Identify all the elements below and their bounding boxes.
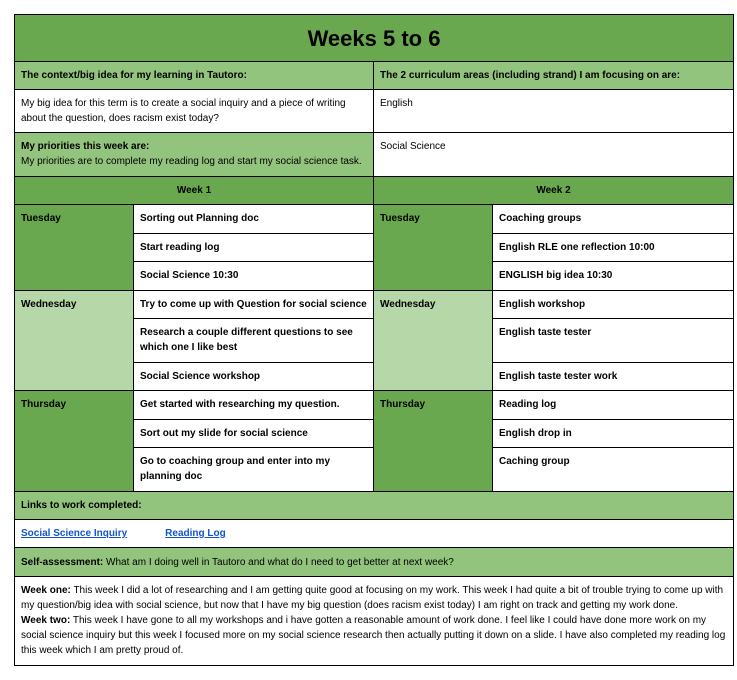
week-1-thursday-task: Get started with researching my question. — [134, 391, 374, 420]
week-1-thursday-task: Sort out my slide for social science — [134, 420, 374, 448]
week-1-wednesday-task: Try to come up with Question for social science — [134, 291, 374, 319]
week-2-wednesday-task: English taste tester work — [493, 363, 734, 391]
week-1-tuesday-task: Sorting out Planning doc — [134, 205, 374, 234]
self-assessment-header — [15, 548, 734, 577]
week-2-tuesday-task: Coaching groups — [493, 205, 734, 234]
priorities-text: My priorities are to complete my reading log and start my social science task. — [21, 156, 362, 167]
week-2-day-tuesday: Tuesday — [374, 205, 493, 291]
week-one-reflection — [21, 583, 727, 613]
week-2-thursday-task: English drop in — [493, 420, 734, 448]
week-2-day-wednesday: Wednesday — [374, 291, 493, 391]
week-1-wednesday-task: Social Science workshop — [134, 363, 374, 391]
self-assessment-body — [15, 577, 734, 666]
week-1-header: Week 1 — [15, 177, 374, 205]
week-2-tuesday-task: ENGLISH big idea 10:30 — [493, 262, 734, 291]
priorities-cell — [15, 133, 374, 177]
week-1-wednesday-task: Research a couple different questions to see which one I like best — [134, 319, 374, 363]
curriculum-area-2: Social Science — [374, 133, 734, 177]
week-2-wednesday-task: English workshop — [493, 291, 734, 319]
links-heading: Links to work completed: — [15, 492, 734, 520]
week-2-thursday-task: Reading log — [493, 391, 734, 420]
week-two-label: Week two: — [21, 615, 71, 626]
week-2-header: Week 2 — [374, 177, 734, 205]
links-row — [15, 520, 734, 548]
week-1-day-wednesday: Wednesday — [15, 291, 134, 391]
week-2-thursday-task: Caching group — [493, 448, 734, 492]
reading-log-link[interactable]: Reading Log — [165, 528, 226, 539]
week-two-reflection — [21, 613, 727, 658]
week-two-text: This week I have gone to all my workshops and i have gotten a reasonable amount of work done. I feel like I could have done more work on my social science inquiry but this week I focused more on my social science research then actually putting it down on a slide. I have also completed my reading log this week which I am pretty proud of. — [21, 615, 726, 656]
week-2-tuesday-task: English RLE one reflection 10:00 — [493, 234, 734, 262]
week-1-tuesday-task: Social Science 10:30 — [134, 262, 374, 291]
context-text: My big idea for this term is to create a social inquiry and a piece of writing about the question, does racism exist today? — [15, 90, 374, 133]
week-1-day-tuesday: Tuesday — [15, 205, 134, 291]
self-assessment-prompt: What am I doing well in Tautoro and what do I need to get better at next week? — [106, 556, 454, 568]
week-2-day-thursday: Thursday — [374, 391, 493, 492]
context-heading: The context/big idea for my learning in Tautoro: — [15, 62, 374, 90]
week-2-wednesday-task: English taste tester — [493, 319, 734, 363]
self-assessment-label: Self-assessment: — [21, 556, 104, 568]
page-title: Weeks 5 to 6 — [15, 15, 734, 62]
week-one-text: This week I did a lot of researching and I am getting quite good at focusing on my work. This week I had quite a bit of trouble trying to come up with my question/big idea with social science, but now that I have my big question (does racism exist today) I am right on track and getting my work done. — [21, 585, 724, 611]
week-one-label: Week one: — [21, 585, 71, 596]
priorities-heading: My priorities this week are: — [21, 141, 150, 152]
week-1-day-thursday: Thursday — [15, 391, 134, 492]
weekly-planner-table — [14, 14, 734, 666]
curriculum-heading: The 2 curriculum areas (including strand) I am focusing on are: — [374, 62, 734, 90]
week-1-thursday-task: Go to coaching group and enter into my planning doc — [134, 448, 374, 492]
social-science-inquiry-link[interactable]: Social Science Inquiry — [21, 528, 128, 539]
curriculum-area-1: English — [374, 90, 734, 133]
week-1-tuesday-task: Start reading log — [134, 234, 374, 262]
